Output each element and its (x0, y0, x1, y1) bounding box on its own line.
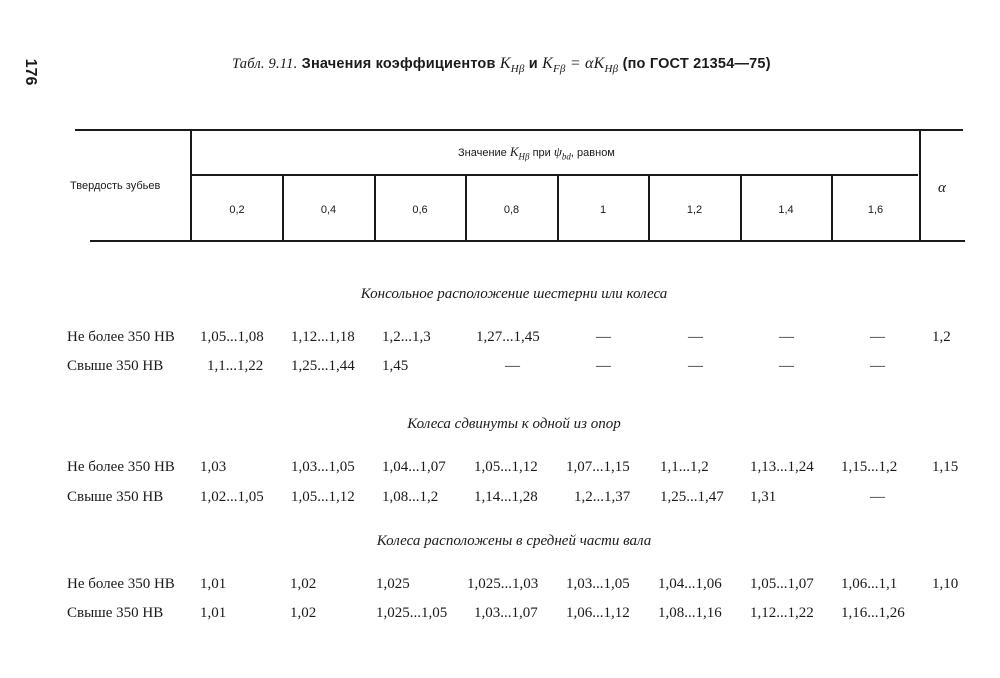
caption-text-2: и (528, 56, 538, 72)
table-cell: 1,12...1,22 (750, 605, 814, 621)
table-caption (232, 55, 771, 75)
table-cell: 1,08...1,16 (658, 605, 722, 621)
table-cell: 1,2...1,3 (382, 329, 431, 345)
table-cell: — (688, 329, 703, 345)
caption-k-h: $K_{H\beta}$ (499, 55, 525, 76)
table-cell: — (779, 329, 794, 345)
table-cell: 1,27...1,45 (476, 329, 540, 345)
section-title: Колеса расположены в средней части вала (376, 533, 652, 549)
column-header: 0,8 (503, 204, 520, 216)
column-header: 1 (599, 204, 607, 216)
header-row-label: Твердость зубьев (70, 180, 161, 192)
table-cell: 1,01 (200, 605, 227, 621)
row-label: Не более 350 HB (67, 459, 175, 475)
table-cell: 1,025 (376, 576, 410, 592)
table-cell: 1,1...1,2 (660, 459, 709, 475)
row-label: Свыше 350 HB (67, 489, 164, 505)
column-header: 0,2 (229, 204, 245, 216)
table-cell: — (779, 358, 794, 374)
row-label: Не более 350 HB (67, 576, 175, 592)
table-cell: 1,15...1,2 (841, 459, 898, 475)
table-cell: 1,31 (750, 489, 777, 505)
row-label: Свыше 350 HB (67, 358, 164, 374)
column-header: 1,4 (778, 204, 794, 216)
table-cell: 1,03...1,05 (291, 459, 355, 475)
table-cell: 1,14...1,28 (474, 489, 538, 505)
page-number: 176 (22, 58, 39, 86)
table-cell: 1,03...1,05 (566, 576, 630, 592)
column-header: 1,2 (686, 204, 703, 216)
table-cell: — (688, 358, 703, 374)
table-cell: 1,03...1,07 (474, 605, 538, 621)
table-cell: — (505, 358, 520, 374)
caption-text-1: Значения коэффициентов (301, 56, 496, 72)
section-title: Консольное расположение шестерни или колеса (360, 286, 668, 302)
caption-k-f: $K_{F\beta} = \alpha K_{H\beta}$ (542, 55, 619, 76)
table-vrule-label (190, 131, 192, 240)
table-header-bottom-rule (90, 240, 965, 242)
row-label: Не более 350 HB (67, 329, 175, 345)
table-cell: 1,16...1,26 (841, 605, 905, 621)
table-cell: 1,2...1,37 (574, 489, 631, 505)
table-cell: 1,04...1,07 (382, 459, 446, 475)
table-cell: 1,06...1,12 (566, 605, 630, 621)
table-cell-alpha: 1,2 (932, 329, 951, 345)
table-cell-alpha: 1,10 (932, 576, 959, 592)
table-cell: — (870, 358, 885, 374)
table-cell: 1,02 (290, 605, 317, 621)
section-title: Колеса сдвинуты к одной из опор (407, 416, 621, 432)
table-cell: 1,12...1,18 (291, 329, 355, 345)
table-cell: 1,08...1,2 (382, 489, 439, 505)
column-header: 0,6 (412, 204, 428, 216)
table-cell: 1,05...1,12 (291, 489, 355, 505)
caption-lead: Табл. 9.11. (232, 56, 298, 72)
table-cell: 1,03 (200, 459, 227, 475)
table-cell: 1,04...1,06 (658, 576, 722, 592)
table-cell: 1,025...1,05 (376, 605, 448, 621)
table-group-rule (192, 174, 918, 176)
table-cell: — (596, 358, 611, 374)
table-top-rule (75, 129, 963, 131)
table-cell: 1,13...1,24 (750, 459, 814, 475)
alpha-header: α (938, 180, 946, 196)
header-group-label: Значение $K_{H\beta}$ при $\psi_{bd}$, равном (458, 144, 615, 162)
table-cell: 1,25...1,44 (291, 358, 355, 374)
table-cell: 1,45 (382, 358, 409, 374)
table-cell: 1,02...1,05 (200, 489, 264, 505)
column-header: 0,4 (320, 204, 337, 216)
table-cell: — (870, 329, 885, 345)
table-cell: 1,05...1,12 (474, 459, 538, 475)
table-cell: 1,01 (200, 576, 227, 592)
table-cell: 1,025...1,03 (467, 576, 539, 592)
table-cell-alpha: 1,15 (932, 459, 959, 475)
column-header: 1,6 (867, 204, 884, 216)
table-cell: — (596, 329, 611, 345)
table-cell: 1,06...1,1 (841, 576, 898, 592)
table-cell: 1,1...1,22 (207, 358, 264, 374)
table-cell: 1,02 (290, 576, 317, 592)
table-cell: — (870, 489, 885, 505)
table-vrule-alpha (919, 131, 921, 240)
caption-text-3: (по ГОСТ 21354—75) (622, 56, 771, 72)
row-label: Свыше 350 HB (67, 605, 164, 621)
table-cell: 1,05...1,07 (750, 576, 814, 592)
table-cell: 1,25...1,47 (660, 489, 724, 505)
table-cell: 1,07...1,15 (566, 459, 630, 475)
table-cell: 1,05...1,08 (200, 329, 264, 345)
